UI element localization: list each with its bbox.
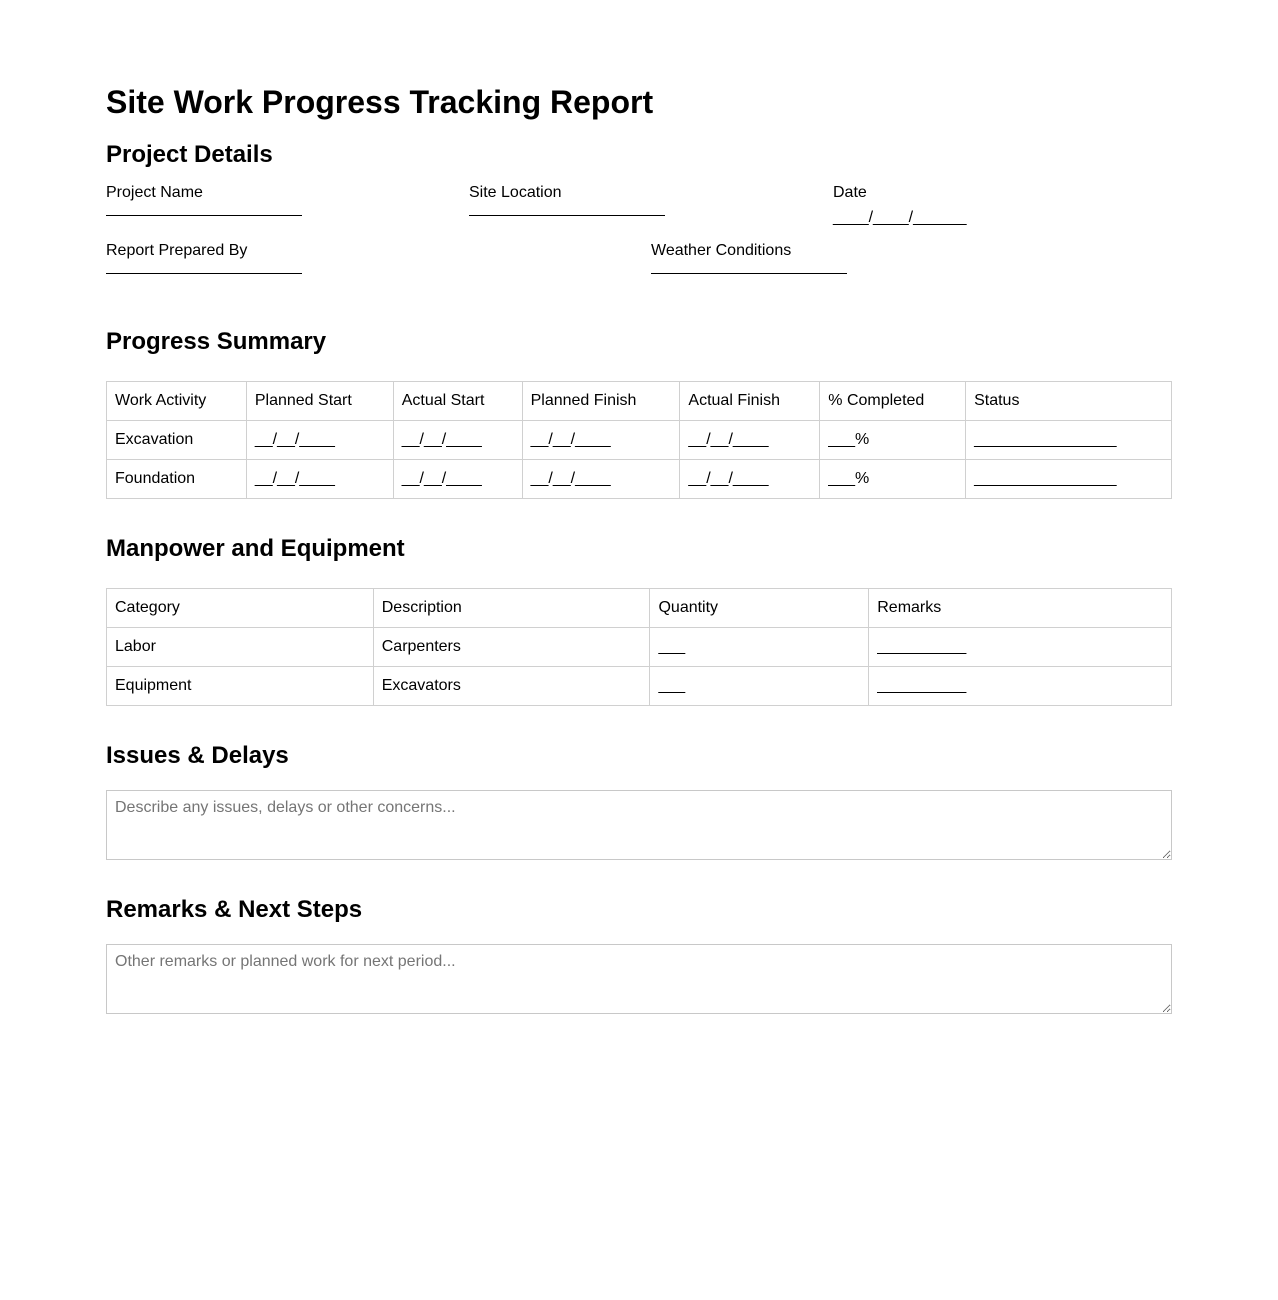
- quantity-blank[interactable]: ___: [650, 628, 869, 667]
- actual-start-blank[interactable]: __/__/____: [393, 421, 522, 460]
- date-field: [833, 183, 966, 228]
- column-header: Actual Start: [393, 382, 522, 421]
- project-name-blank[interactable]: [106, 215, 302, 216]
- remarks-blank[interactable]: __________: [869, 628, 1172, 667]
- quantity-blank[interactable]: ___: [650, 667, 869, 706]
- page-title: Site Work Progress Tracking Report: [106, 84, 654, 120]
- column-header: Description: [373, 589, 650, 628]
- table-row: [107, 667, 1172, 706]
- column-header: Category: [107, 589, 374, 628]
- table-header-row: [107, 382, 1172, 421]
- column-header: Planned Start: [246, 382, 393, 421]
- site-location-label: Site Location: [469, 184, 562, 201]
- activity-cell: Foundation: [107, 460, 247, 499]
- project-details-row-2: [106, 241, 1172, 291]
- weather-field: [651, 241, 847, 274]
- prepared-by-field: [106, 241, 302, 274]
- actual-finish-blank[interactable]: __/__/____: [680, 421, 820, 460]
- site-location-blank[interactable]: [469, 215, 665, 216]
- table-row: [107, 421, 1172, 460]
- column-header: Actual Finish: [680, 382, 820, 421]
- category-cell: Labor: [107, 628, 374, 667]
- project-name-field: [106, 183, 302, 216]
- project-name-label: Project Name: [106, 184, 203, 201]
- percent-completed-blank[interactable]: ___%: [820, 460, 966, 499]
- weather-blank[interactable]: [651, 273, 847, 274]
- actual-finish-blank[interactable]: __/__/____: [680, 460, 820, 499]
- date-blank[interactable]: ____/____/______: [833, 209, 967, 226]
- issues-delays-heading: Issues & Delays: [106, 742, 289, 769]
- report-page: [106, 0, 1172, 1014]
- prepared-by-label: Report Prepared By: [106, 242, 248, 259]
- percent-completed-blank[interactable]: ___%: [820, 421, 966, 460]
- description-cell: Excavators: [373, 667, 650, 706]
- date-label: Date: [833, 184, 867, 201]
- status-blank[interactable]: ________________: [966, 460, 1172, 499]
- manpower-equipment-heading: Manpower and Equipment: [106, 535, 405, 562]
- table-row: [107, 628, 1172, 667]
- project-details-row-1: [106, 183, 1172, 241]
- column-header: Quantity: [650, 589, 869, 628]
- category-cell: Equipment: [107, 667, 374, 706]
- remarks-next-steps-textarea[interactable]: [106, 944, 1172, 1014]
- planned-start-blank[interactable]: __/__/____: [246, 460, 393, 499]
- project-details-heading: Project Details: [106, 141, 273, 168]
- progress-summary-heading: Progress Summary: [106, 328, 327, 355]
- table-header-row: [107, 589, 1172, 628]
- column-header: Work Activity: [107, 382, 247, 421]
- column-header: Status: [966, 382, 1172, 421]
- status-blank[interactable]: ________________: [966, 421, 1172, 460]
- planned-finish-blank[interactable]: __/__/____: [522, 460, 680, 499]
- description-cell: Carpenters: [373, 628, 650, 667]
- actual-start-blank[interactable]: __/__/____: [393, 460, 522, 499]
- activity-cell: Excavation: [107, 421, 247, 460]
- remarks-next-steps-heading: Remarks & Next Steps: [106, 896, 363, 923]
- planned-finish-blank[interactable]: __/__/____: [522, 421, 680, 460]
- table-row: [107, 460, 1172, 499]
- column-header: Remarks: [869, 589, 1172, 628]
- prepared-by-blank[interactable]: [106, 273, 302, 274]
- planned-start-blank[interactable]: __/__/____: [246, 421, 393, 460]
- site-location-field: [469, 183, 665, 216]
- progress-summary-table: [106, 381, 1172, 499]
- column-header: Planned Finish: [522, 382, 680, 421]
- weather-label: Weather Conditions: [651, 242, 792, 259]
- manpower-equipment-table: [106, 588, 1172, 706]
- issues-delays-textarea[interactable]: [106, 790, 1172, 860]
- column-header: % Completed: [820, 382, 966, 421]
- remarks-blank[interactable]: __________: [869, 667, 1172, 706]
